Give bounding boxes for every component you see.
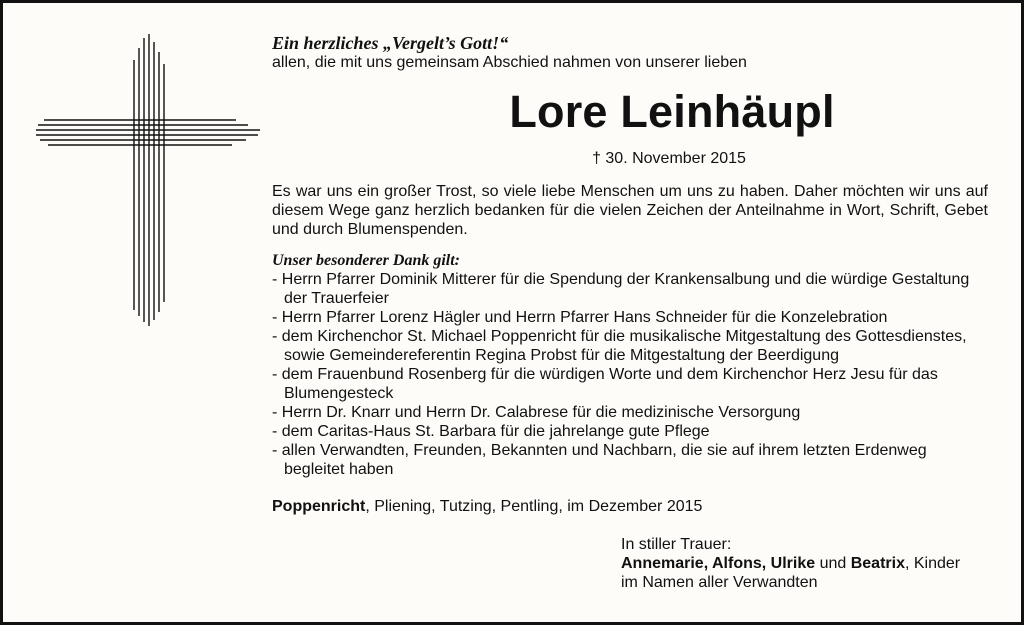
mourners-intro: In stiller Trauer: <box>621 536 732 553</box>
mourners-suffix: , Kinder <box>904 555 961 572</box>
place-bold: Poppenricht <box>272 498 366 515</box>
list-item: - allen Verwandten, Freunden, Bekannten und Nachbarn, die sie auf ihrem letzten Erdenweg begleitet haben <box>272 442 927 478</box>
mourners-block <box>621 535 960 592</box>
deceased-name: Lore Leinhäupl <box>509 86 835 137</box>
mourners-names <box>621 554 960 573</box>
place-date-line <box>272 497 988 516</box>
intro-heading: Ein herzliches „Vergelt’s Gott!“ <box>272 33 509 53</box>
list-item: - dem Frauenbund Rosenberg für die würdigen Worte und dem Kirchenchor Herz Jesu für das Blumengesteck <box>272 366 938 402</box>
list-item: - dem Caritas-Haus St. Barbara für die jahrelange gute Pflege <box>272 423 710 440</box>
cross-icon <box>36 34 260 326</box>
mourners-name2: Beatrix <box>850 555 905 572</box>
thanks-heading: Unser besonderer Dank gilt: <box>272 252 461 269</box>
mourners-conj: und <box>815 555 851 572</box>
thanks-paragraph: Es war uns ein großer Trost, so viele liebe Menschen um uns zu haben. Daher möchten wir uns auf diesem Wege ganz herzlich bedanken für die vielen Zeichen der Anteilnahme in Wort, Schrift, Gebet und durch Blumenspenden. <box>272 183 988 238</box>
list-item: - Herrn Dr. Knarr und Herrn Dr. Calabrese für die medizinische Versorgung <box>272 404 801 421</box>
mourners-name1: Annemarie, Alfons, Ulrike <box>621 555 816 572</box>
place-rest: , Pliening, Tutzing, Pentling, im Dezember 2015 <box>365 498 703 515</box>
thanks-list <box>272 270 988 479</box>
list-item: - dem Kirchenchor St. Michael Poppenricht für die musikalische Mitgestaltung des Gottesdienstes, sowie Gemeindereferentin Regina Probst für die Mitgestaltung der Beerdigung <box>272 328 967 364</box>
list-item: - Herrn Pfarrer Lorenz Hägler und Herrn Pfarrer Hans Schneider für die Konzelebration <box>272 309 888 326</box>
list-item: - Herrn Pfarrer Dominik Mitterer für die Spendung der Krankensalbung und die würdige Gestaltung der Trauerfeier <box>272 271 970 307</box>
notice-content <box>272 33 988 516</box>
mourners-line3: im Namen aller Verwandten <box>621 574 818 591</box>
intro-line: allen, die mit uns gemeinsam Abschied nahmen von unserer lieben <box>272 54 747 71</box>
death-date: † 30. November 2015 <box>592 150 746 167</box>
